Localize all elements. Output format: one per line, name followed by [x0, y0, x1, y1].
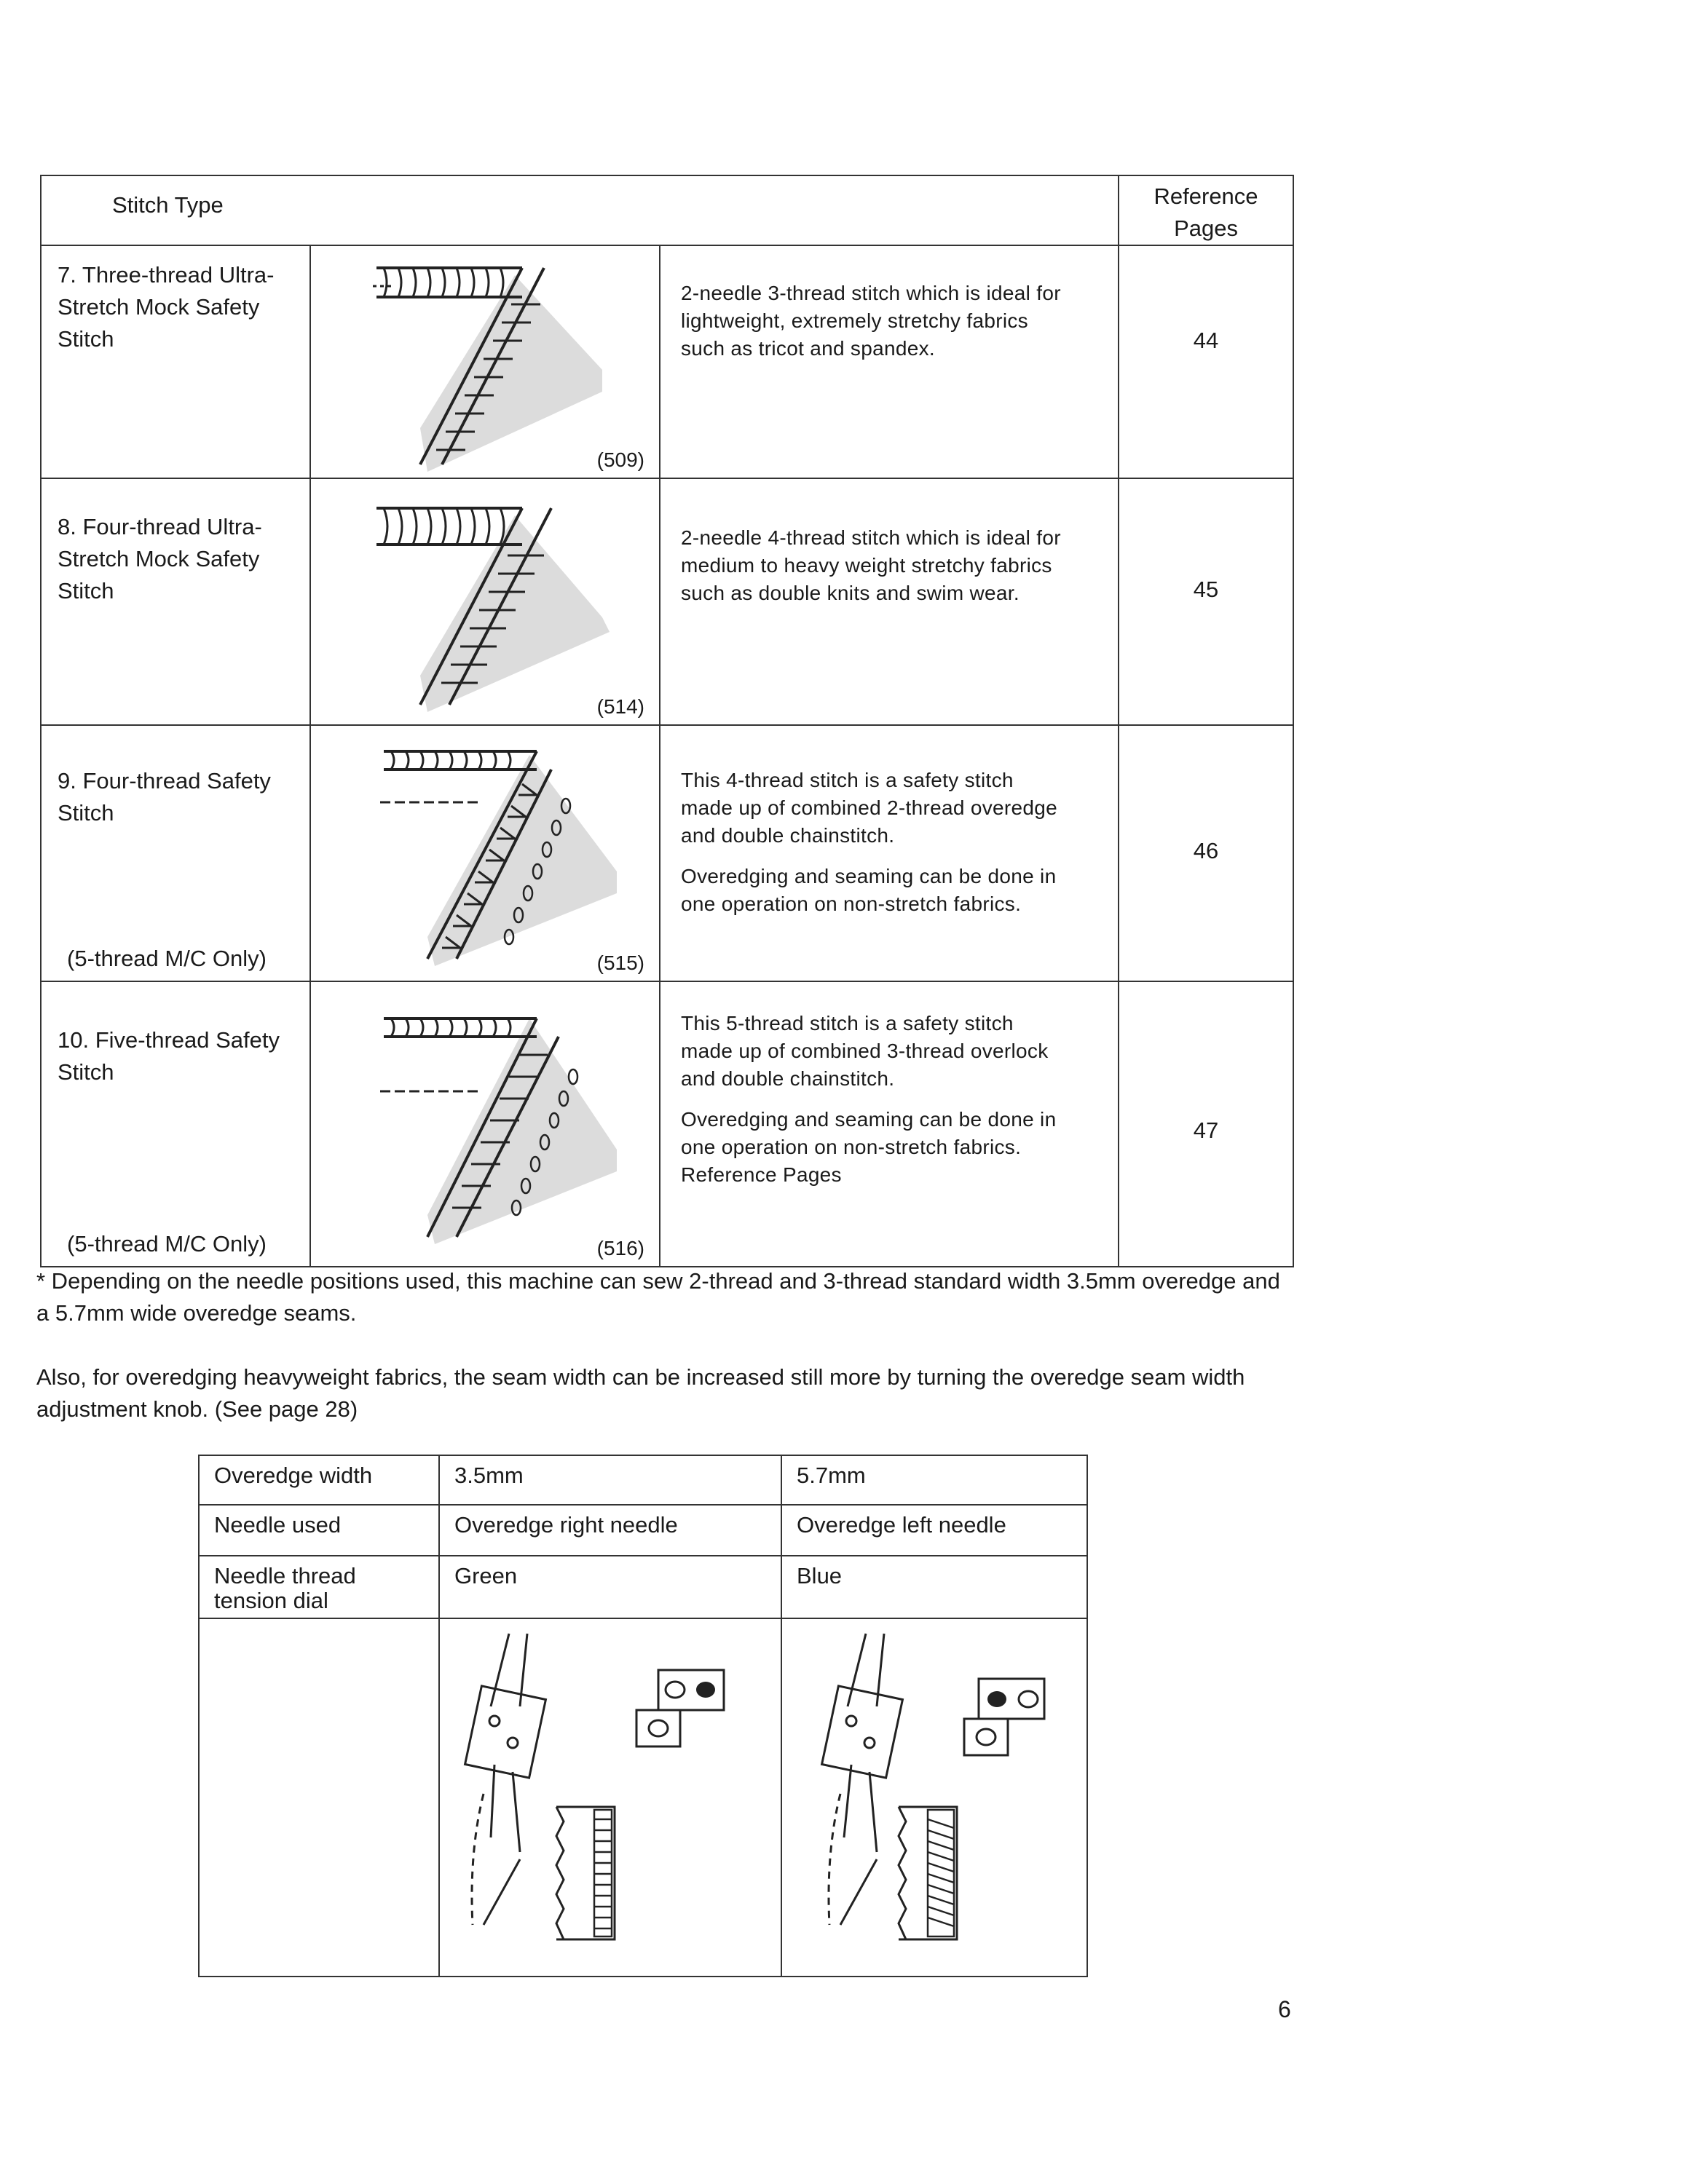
empty-cell — [199, 1618, 439, 1977]
table-row — [199, 1556, 1087, 1618]
stitch-diagram-cell — [310, 725, 660, 981]
stitch-name: 9. Four-thread Safety Stitch — [58, 768, 271, 826]
reference-page: 44 — [1193, 328, 1219, 353]
reference-pages-label: Reference Pages — [1153, 183, 1258, 241]
needle-label: Needle used — [199, 1505, 439, 1556]
stitch-description: 2-needle 3-thread stitch which is ideal for lightweight, extremely stretchy fabrics such as tricot and spandex. — [681, 282, 1061, 360]
stitch-reference-table — [40, 175, 1294, 1267]
figure-number: (514) — [596, 695, 644, 718]
table-row — [41, 981, 1293, 1267]
left-needle-diagram — [782, 1619, 1085, 1974]
tension-label: Needle thread tension dial — [199, 1556, 439, 1618]
note-paragraph-1: * Depending on the needle positions used, this machine can sew 2-thread and 3-thread standard width 3.5mm overedge and a 5.7mm wide overedge seams. — [36, 1268, 1280, 1326]
stitch-description: This 4-thread stitch is a safety stitch made up of combined 2-thread overedge and double chainstitch. — [681, 769, 1057, 847]
stitch-description-3: Reference Pages — [681, 1163, 842, 1186]
width-value-1: 3.5mm — [439, 1455, 781, 1505]
width-value-2: 5.7mm — [781, 1455, 1087, 1505]
tension-value-1: Green — [439, 1556, 781, 1618]
stitch-footnote: (5-thread M/C Only) — [67, 946, 267, 971]
stitch-type-label: Stitch Type — [112, 192, 224, 218]
stitch-description: This 5-thread stitch is a safety stitch made up of combined 3-thread overlock and double chainstitch. — [681, 1012, 1049, 1090]
stitch-name: 7. Three-thread Ultra-Stretch Mock Safety Stitch — [58, 262, 275, 352]
overedge-width-table — [198, 1455, 1088, 1977]
needle-diagram-cell — [439, 1618, 781, 1977]
needle-diagram-cell — [781, 1618, 1087, 1977]
figure-number: (509) — [596, 448, 644, 471]
note-paragraph-2: Also, for overedging heavyweight fabrics, the seam width can be increased still more by turning the overedge seam width adjustment knob. (See page 28) — [36, 1364, 1245, 1422]
table-row — [41, 725, 1293, 981]
stitch-name: 10. Five-thread Safety Stitch — [58, 1027, 280, 1085]
table-row — [41, 478, 1293, 725]
stitch-diagram-cell — [310, 981, 660, 1267]
stitch-description: 2-needle 4-thread stitch which is ideal for medium to heavy weight stretchy fabrics such as double knits and swim wear. — [681, 526, 1061, 604]
stitch-description-2: Overedging and seaming can be done in one operation on non-stretch fabrics. — [681, 1108, 1057, 1158]
header-stitch-type — [41, 175, 1119, 245]
stitch-diagram-509 — [311, 246, 658, 475]
right-needle-diagram — [440, 1619, 779, 1974]
stitch-description-2: Overedging and seaming can be done in one operation on non-stretch fabrics. — [681, 865, 1057, 915]
stitch-name: 8. Four-thread Ultra-Stretch Mock Safety Stitch — [58, 514, 262, 604]
stitch-diagram-516 — [311, 982, 658, 1263]
header-reference-pages — [1119, 175, 1293, 245]
tension-value-2: Blue — [781, 1556, 1087, 1618]
reference-page: 47 — [1193, 1117, 1219, 1143]
table-row — [199, 1618, 1087, 1977]
stitch-footnote: (5-thread M/C Only) — [67, 1231, 267, 1257]
page-number: 6 — [1278, 1996, 1291, 2022]
stitch-diagram-515 — [311, 726, 658, 978]
stitch-diagram-cell — [310, 478, 660, 725]
table-row — [41, 245, 1293, 478]
reference-page: 46 — [1193, 838, 1219, 863]
reference-page: 45 — [1193, 577, 1219, 602]
table-header-row — [41, 175, 1293, 245]
stitch-diagram-514 — [311, 479, 658, 721]
needle-value-1: Overedge right needle — [439, 1505, 781, 1556]
figure-number: (515) — [596, 951, 644, 974]
table-row — [199, 1455, 1087, 1505]
figure-number: (516) — [596, 1237, 644, 1259]
table-row — [199, 1505, 1087, 1556]
width-label: Overedge width — [199, 1455, 439, 1505]
needle-value-2: Overedge left needle — [781, 1505, 1087, 1556]
stitch-diagram-cell — [310, 245, 660, 478]
